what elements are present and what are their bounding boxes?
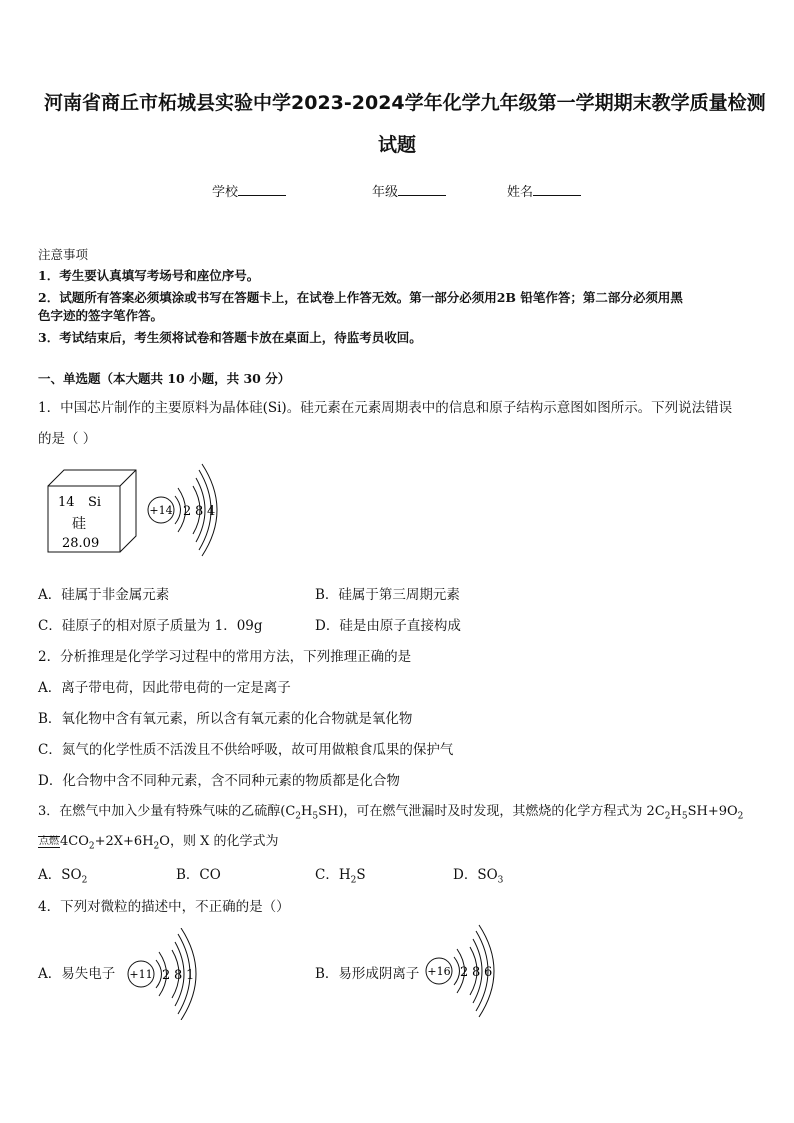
page-title: 河南省商丘市柘城县实验中学2023-2024学年化学九年级第一学期期末教学质量检测 <box>44 92 766 114</box>
q3-stem: 3．在燃气中加入少量有特殊气味的乙硫醇$(C_2H_5SH)$，可在燃气泄漏时及时发现，其燃烧的化学方程式为 $2C_2H_5SH+9O_2$ <box>38 804 744 822</box>
grade-field <box>372 181 446 200</box>
q3-option-a: A．$SO_2$ <box>38 867 88 886</box>
svg-text:2: 2 <box>162 968 171 983</box>
q2-stem: 2．分析推理是化学学习过程中的常用方法，下列推理正确的是 <box>38 649 412 665</box>
q3-option-c: C．$H_2S$ <box>315 867 366 886</box>
name-blank <box>533 183 581 196</box>
q4-option-b-label: B．易形成阴离子 <box>315 966 420 982</box>
nucleus-charge: +11 <box>129 968 153 981</box>
q2-option-d: D．化合物中含不同种元素，含不同种元素的物质都是化合物 <box>38 773 400 789</box>
element-number: 14 <box>58 495 75 510</box>
note-item-3: 3．考试结束后，考生须将试卷和答题卡放在桌面上，待监考员收回。 <box>38 330 422 345</box>
q3-equation-line2: 点燃$4CO_2+2X+6H_2O$，则 X 的化学式为 <box>39 834 279 852</box>
q1-option-b: B．硅属于第三周期元素 <box>315 587 460 603</box>
name-field <box>507 181 581 200</box>
svg-text:2: 2 <box>460 965 469 980</box>
q1-option-c: C．硅原子的相对原子质量为 1．09g <box>38 618 263 634</box>
q4-option-a-label: A．易失电子 <box>38 966 116 982</box>
element-name: 硅 <box>72 516 86 532</box>
notes-heading: 注意事项 <box>38 247 89 262</box>
q2-option-a: A．离子带电荷，因此带电荷的一定是离子 <box>38 680 291 696</box>
q2-option-b: B．氧化物中含有氧元素，所以含有氧元素的化合物就是氧化物 <box>38 711 413 727</box>
svg-text:8: 8 <box>174 968 183 983</box>
school-field <box>212 181 286 200</box>
svg-text:8: 8 <box>472 965 481 980</box>
grade-label: 年级 <box>372 185 399 200</box>
q3-option-b: B．CO <box>176 867 221 883</box>
shell-2-count: 8 <box>195 504 204 519</box>
q4-stem: 4．下列对微粒的描述中，不正确的是（） <box>38 899 290 915</box>
name-label: 姓名 <box>507 185 534 200</box>
section-heading: 一、单选题（本大题共 10 小题，共 30 分） <box>38 371 291 386</box>
shell-1-count: 2 <box>183 504 192 519</box>
svg-text:1: 1 <box>186 968 195 983</box>
q1-stem: 1．中国芯片制作的主要原料为晶体硅(Si)。硅元素在元素周期表中的信息和原子结构示意图如图所示。下列说法错误 <box>38 400 733 416</box>
q4-option-b-diagram <box>422 924 502 1018</box>
page-title-line2: 试题 <box>378 134 417 156</box>
note-item-2: 2．试题所有答案必须填涂或书写在答题卡上，在试卷上作答无效。第一部分必须用2B 铅笔作答；第二部分必须用黑 <box>38 290 683 305</box>
element-symbol: Si <box>88 495 102 510</box>
q1-option-d: D．硅是由原子直接构成 <box>315 618 461 634</box>
nucleus-charge: +14 <box>149 504 173 517</box>
grade-blank <box>398 183 446 196</box>
note-item-2-cont: 色字迹的签字笔作答。 <box>38 308 164 323</box>
note-item-1: 1．考生要认真填写考场号和座位序号。 <box>38 268 260 283</box>
q1-figure <box>40 462 240 558</box>
q1-option-a: A．硅属于非金属元素 <box>38 587 170 603</box>
q1-stem-cont: 的是（ ） <box>38 431 97 447</box>
nucleus-charge: +16 <box>427 965 451 978</box>
shell-3-count: 4 <box>207 504 216 519</box>
reaction-condition: 点燃 <box>39 835 59 847</box>
school-label: 学校 <box>212 185 239 200</box>
q4-option-a-diagram <box>124 928 204 1020</box>
school-blank <box>238 183 286 196</box>
q3-option-d: D．$SO_3$ <box>453 867 504 886</box>
q2-option-c: C．氮气的化学性质不活泼且不供给呼吸，故可用做粮食瓜果的保护气 <box>38 742 454 758</box>
element-mass: 28.09 <box>62 536 100 551</box>
svg-text:6: 6 <box>484 965 493 980</box>
